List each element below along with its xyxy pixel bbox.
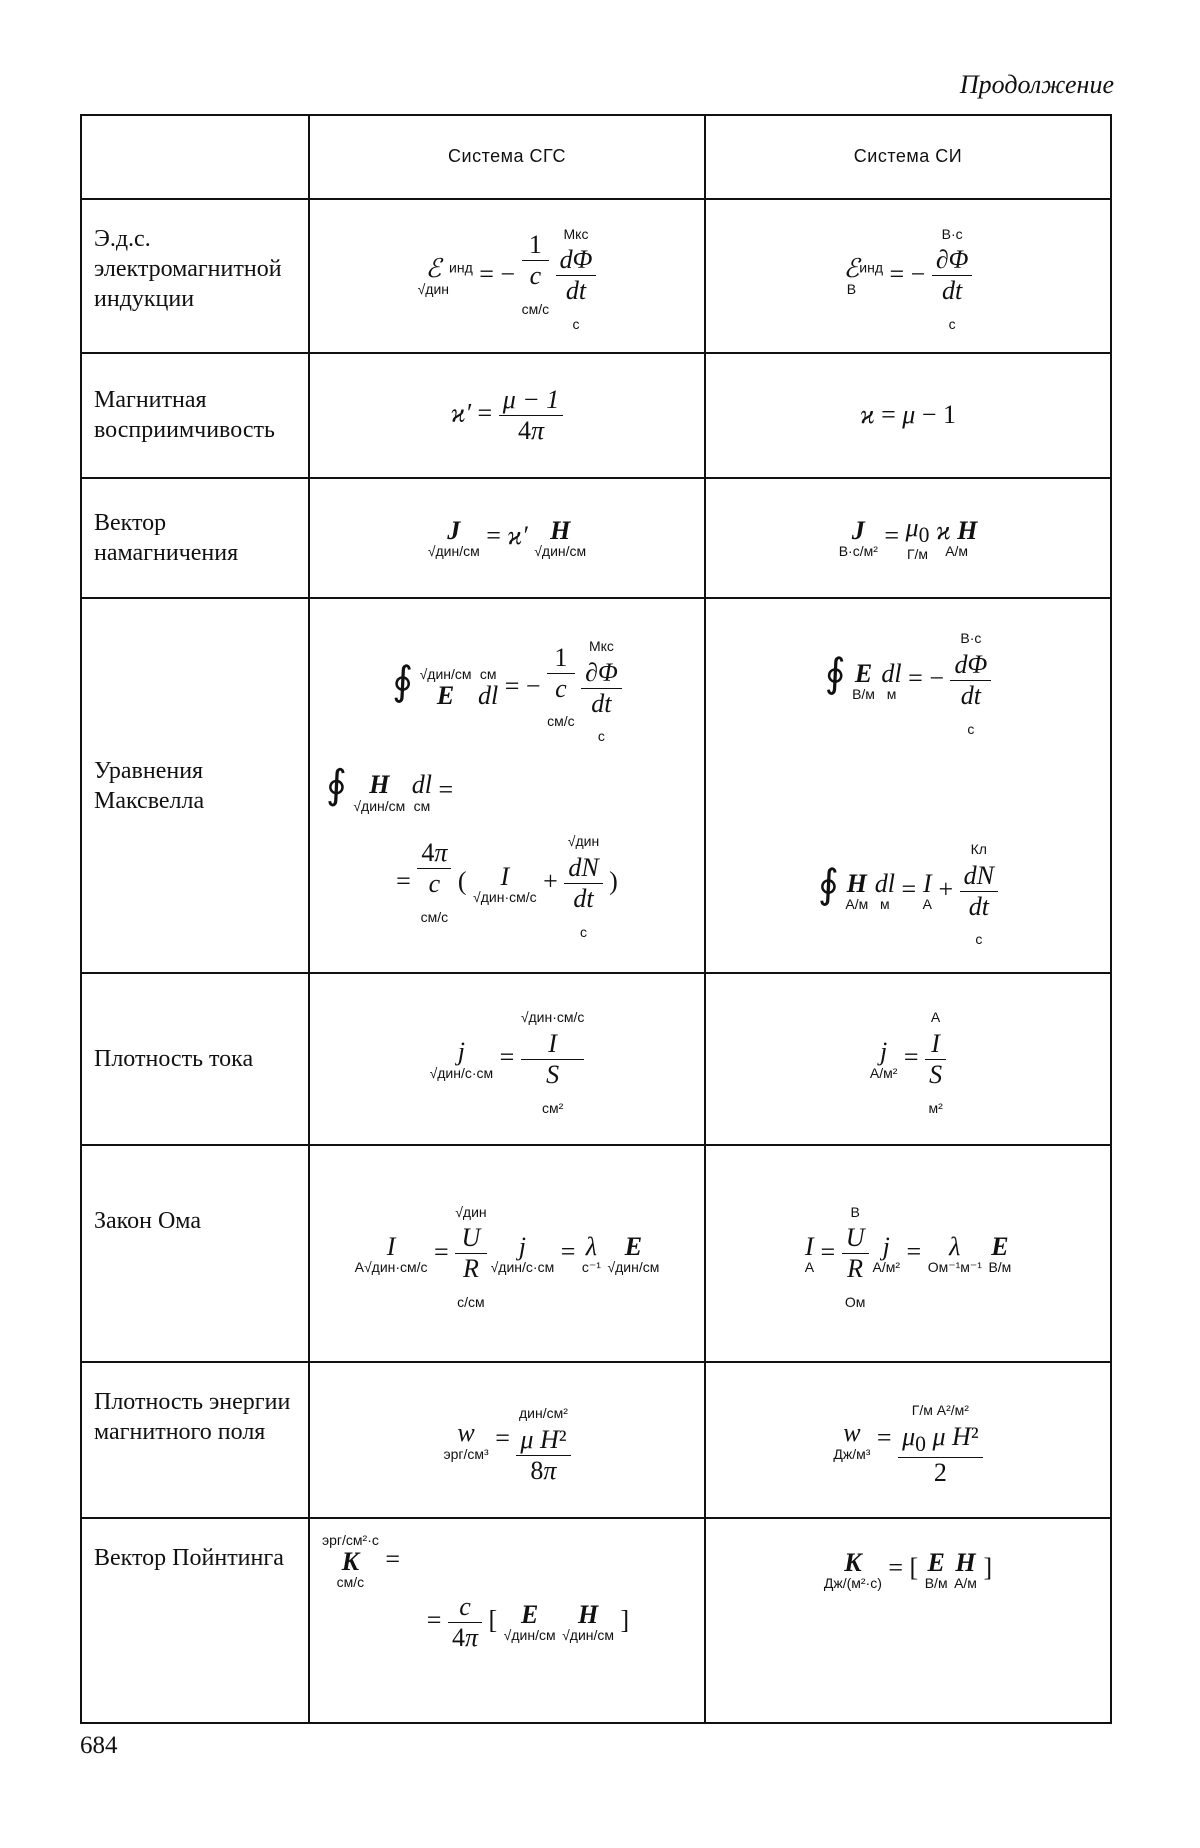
quantity-susceptibility: Магнитная восприимчивость	[81, 353, 309, 478]
header-si: Система СИ	[705, 115, 1111, 199]
table-row	[81, 1518, 1111, 1723]
formula-cgs-maxwell: ∮ √дин/см E см dl = − 1 c см/с Мкс ∂Φ dt с ∮ H √дин/см dl см = = 4π c см/с ( I √дин·см/с + √дин dN dt с )	[309, 598, 705, 973]
table-row	[81, 353, 1111, 478]
quantity-energy-density: Плотность энергии магнитного поля	[81, 1362, 309, 1518]
formula-si-poynting: K Дж/(м²·с) = [ E В/м H А/м ]	[705, 1518, 1111, 1723]
formula-si-current-density: j А/м² = А I S м²	[705, 973, 1111, 1145]
table-row	[81, 1145, 1111, 1362]
quantity-emf: Э.д.с. электромагнитной индукции	[81, 199, 309, 353]
formula-cgs-poynting: эрг/см²·с K см/с = = $\frac{c}{4\pi}$ [ E √дин/см H √дин/см ]	[309, 1518, 705, 1723]
formula-si-energy-density: w Дж/м³ = Г/м А²/м² $\mu_0$ μ H² 2	[705, 1362, 1111, 1518]
units-table	[80, 114, 1112, 1724]
table-row	[81, 478, 1111, 599]
table-row	[81, 973, 1111, 1145]
quantity-magnetization: Вектор намагничения	[81, 478, 309, 599]
table-row	[81, 199, 1111, 353]
formula-si-emf: ℰ В $^{инд}$ = − В·с ∂Φ dt с	[705, 199, 1111, 353]
formula-si-susceptibility: ϰ = μ − 1	[705, 353, 1111, 478]
formula-cgs-susceptibility: ϰ′ = $\frac{\mu - 1}{4\pi}$	[309, 353, 705, 478]
formula-cgs-magnetization: J √дин/см = ϰ′ H √дин/см	[309, 478, 705, 599]
formula-cgs-energy-density: w эрг/см³ = дин/см² μ H² 8π	[309, 1362, 705, 1518]
quantity-current-density: Плотность тока	[81, 973, 309, 1145]
quantity-poynting: Вектор Пойнтинга	[81, 1518, 309, 1723]
header-empty-cell	[81, 115, 309, 199]
table-header-row	[81, 115, 1111, 199]
quantity-ohm: Закон Ома	[81, 1145, 309, 1362]
table-row	[81, 1362, 1111, 1518]
table-row	[81, 598, 1111, 973]
continuation-label: Продолжение	[959, 70, 1114, 99]
formula-si-ohm: I А = В U R Ом j А/м² = λ Ом⁻¹м⁻¹ E В/м	[705, 1145, 1111, 1362]
header-cgs: Система СГС	[309, 115, 705, 199]
formula-si-magnetization: J В·с/м² = $\mu_0$ Г/м ϰ H А/м	[705, 478, 1111, 599]
quantity-maxwell: Уравнения Максвелла	[81, 598, 309, 973]
formula-cgs-current-density: j √дин/с·см = √дин·см/с I S см²	[309, 973, 705, 1145]
formula-si-maxwell: ∮ E В/м dl м = − В·с dΦ dt с ∮ H А/м dl м = I А + Кл dN dt с	[705, 598, 1111, 973]
formula-cgs-ohm: I А√дин·см/с = √дин U R с/см j √дин/с·см = λ с⁻¹ E √дин/см	[309, 1145, 705, 1362]
page-number: 684	[80, 1732, 118, 1759]
formula-cgs-emf: ℰ √дин $^{инд}$ = − 1 c см/с Мкс dΦ dt с	[309, 199, 705, 353]
